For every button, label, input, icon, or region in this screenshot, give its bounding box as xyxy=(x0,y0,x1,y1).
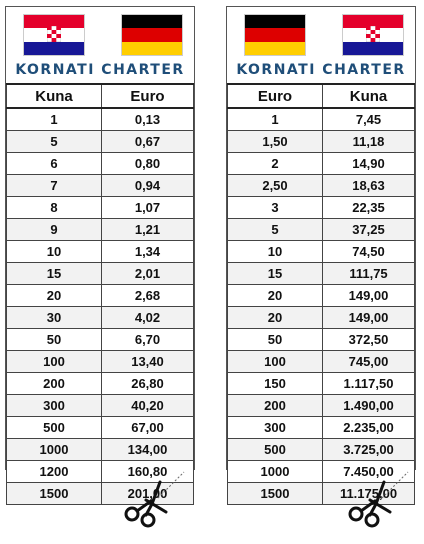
amount-cell: 30 xyxy=(7,307,102,329)
croatia-flag-icon xyxy=(24,15,84,55)
table-row xyxy=(228,307,415,329)
converted-cell: 67,00 xyxy=(102,417,194,439)
table-row xyxy=(228,131,415,153)
amount-cell: 20 xyxy=(228,285,323,307)
table-row xyxy=(228,351,415,373)
amount-cell: 200 xyxy=(7,373,102,395)
amount-cell: 300 xyxy=(7,395,102,417)
croatia-flag-icon xyxy=(343,15,403,55)
converted-cell: 4,02 xyxy=(102,307,194,329)
germany-flag-icon xyxy=(245,15,305,55)
table-row xyxy=(228,175,415,197)
table-row xyxy=(7,197,194,219)
table-row xyxy=(228,219,415,241)
converted-cell: 37,25 xyxy=(323,219,415,241)
amount-cell: 6 xyxy=(7,153,102,175)
table-header-row xyxy=(228,84,415,108)
amount-cell: 100 xyxy=(7,351,102,373)
croatia-coat-of-arms-icon xyxy=(366,26,380,42)
converted-cell: 1.490,00 xyxy=(323,395,415,417)
amount-cell: 50 xyxy=(228,329,323,351)
amount-cell: 9 xyxy=(7,219,102,241)
amount-cell: 500 xyxy=(7,417,102,439)
converted-cell: 14,90 xyxy=(323,153,415,175)
column-header: Kuna xyxy=(7,84,102,108)
table-row xyxy=(7,395,194,417)
conversion-table-left xyxy=(6,83,194,505)
table-row xyxy=(228,197,415,219)
converted-cell: 11.175,00 xyxy=(323,483,415,505)
amount-cell: 2 xyxy=(228,153,323,175)
amount-cell: 1,50 xyxy=(228,131,323,153)
converted-cell: 3.725,00 xyxy=(323,439,415,461)
column-header: Euro xyxy=(102,84,194,108)
converter-card-euro-to-kuna xyxy=(226,6,416,501)
converted-cell: 134,00 xyxy=(102,439,194,461)
table-row xyxy=(228,329,415,351)
converted-cell: 372,50 xyxy=(323,329,415,351)
amount-cell: 1200 xyxy=(7,461,102,483)
amount-cell: 15 xyxy=(228,263,323,285)
table-row xyxy=(7,329,194,351)
table-row xyxy=(228,395,415,417)
converted-cell: 74,50 xyxy=(323,241,415,263)
table-row xyxy=(7,351,194,373)
germany-flag-icon xyxy=(122,15,182,55)
amount-cell: 15 xyxy=(7,263,102,285)
converted-cell: 26,80 xyxy=(102,373,194,395)
brand-logo-text: KORNATI CHARTER xyxy=(15,62,185,78)
amount-cell: 10 xyxy=(7,241,102,263)
table-row xyxy=(7,263,194,285)
brand-logo-text: KORNATI CHARTER xyxy=(236,62,406,78)
croatia-coat-of-arms-icon xyxy=(47,26,61,42)
amount-cell: 5 xyxy=(7,131,102,153)
converted-cell: 111,75 xyxy=(323,263,415,285)
converted-cell: 22,35 xyxy=(323,197,415,219)
amount-cell: 300 xyxy=(228,417,323,439)
scissors-icon xyxy=(342,470,412,530)
converted-cell: 1,21 xyxy=(102,219,194,241)
converted-cell: 0,67 xyxy=(102,131,194,153)
converted-cell: 0,94 xyxy=(102,175,194,197)
table-row xyxy=(228,439,415,461)
flag-row xyxy=(227,15,415,61)
amount-cell: 200 xyxy=(228,395,323,417)
amount-cell: 3 xyxy=(228,197,323,219)
amount-cell: 1500 xyxy=(7,483,102,505)
table-row xyxy=(7,241,194,263)
table-header-row xyxy=(7,84,194,108)
amount-cell: 50 xyxy=(7,329,102,351)
converted-cell: 40,20 xyxy=(102,395,194,417)
table-body xyxy=(228,108,415,505)
converter-card-kuna-to-euro xyxy=(5,6,195,501)
table-row xyxy=(7,153,194,175)
table-row xyxy=(7,417,194,439)
converted-cell: 0,13 xyxy=(102,108,194,131)
amount-cell: 5 xyxy=(228,219,323,241)
table-row xyxy=(228,285,415,307)
converted-cell: 201,00 xyxy=(102,483,194,505)
table-row xyxy=(228,108,415,131)
table-row xyxy=(7,219,194,241)
converted-cell: 13,40 xyxy=(102,351,194,373)
table-row xyxy=(7,285,194,307)
amount-cell: 1 xyxy=(228,108,323,131)
table-row xyxy=(228,417,415,439)
table-row xyxy=(7,307,194,329)
amount-cell: 1500 xyxy=(228,483,323,505)
table-row xyxy=(7,373,194,395)
amount-cell: 8 xyxy=(7,197,102,219)
converted-cell: 1.117,50 xyxy=(323,373,415,395)
table-body xyxy=(7,108,194,505)
converted-cell: 18,63 xyxy=(323,175,415,197)
column-header: Kuna xyxy=(323,84,415,108)
table-row xyxy=(7,108,194,131)
amount-cell: 500 xyxy=(228,439,323,461)
converted-cell: 1,34 xyxy=(102,241,194,263)
amount-cell: 100 xyxy=(228,351,323,373)
table-row xyxy=(228,263,415,285)
amount-cell: 1000 xyxy=(228,461,323,483)
amount-cell: 1 xyxy=(7,108,102,131)
column-header: Euro xyxy=(228,84,323,108)
converted-cell: 2,68 xyxy=(102,285,194,307)
converted-cell: 160,80 xyxy=(102,461,194,483)
converted-cell: 11,18 xyxy=(323,131,415,153)
amount-cell: 2,50 xyxy=(228,175,323,197)
converted-cell: 2,01 xyxy=(102,263,194,285)
table-row xyxy=(228,241,415,263)
converted-cell: 149,00 xyxy=(323,307,415,329)
converted-cell: 149,00 xyxy=(323,285,415,307)
converted-cell: 7.450,00 xyxy=(323,461,415,483)
table-row xyxy=(7,131,194,153)
conversion-table-right xyxy=(227,83,415,505)
scissors-icon xyxy=(118,470,188,530)
converted-cell: 6,70 xyxy=(102,329,194,351)
amount-cell: 10 xyxy=(228,241,323,263)
table-row xyxy=(228,153,415,175)
converted-cell: 7,45 xyxy=(323,108,415,131)
table-row xyxy=(7,439,194,461)
table-row xyxy=(7,175,194,197)
amount-cell: 20 xyxy=(228,307,323,329)
converted-cell: 2.235,00 xyxy=(323,417,415,439)
amount-cell: 150 xyxy=(228,373,323,395)
amount-cell: 20 xyxy=(7,285,102,307)
converted-cell: 1,07 xyxy=(102,197,194,219)
converted-cell: 0,80 xyxy=(102,153,194,175)
table-row xyxy=(228,373,415,395)
flag-row xyxy=(6,15,194,61)
converted-cell: 745,00 xyxy=(323,351,415,373)
amount-cell: 7 xyxy=(7,175,102,197)
amount-cell: 1000 xyxy=(7,439,102,461)
